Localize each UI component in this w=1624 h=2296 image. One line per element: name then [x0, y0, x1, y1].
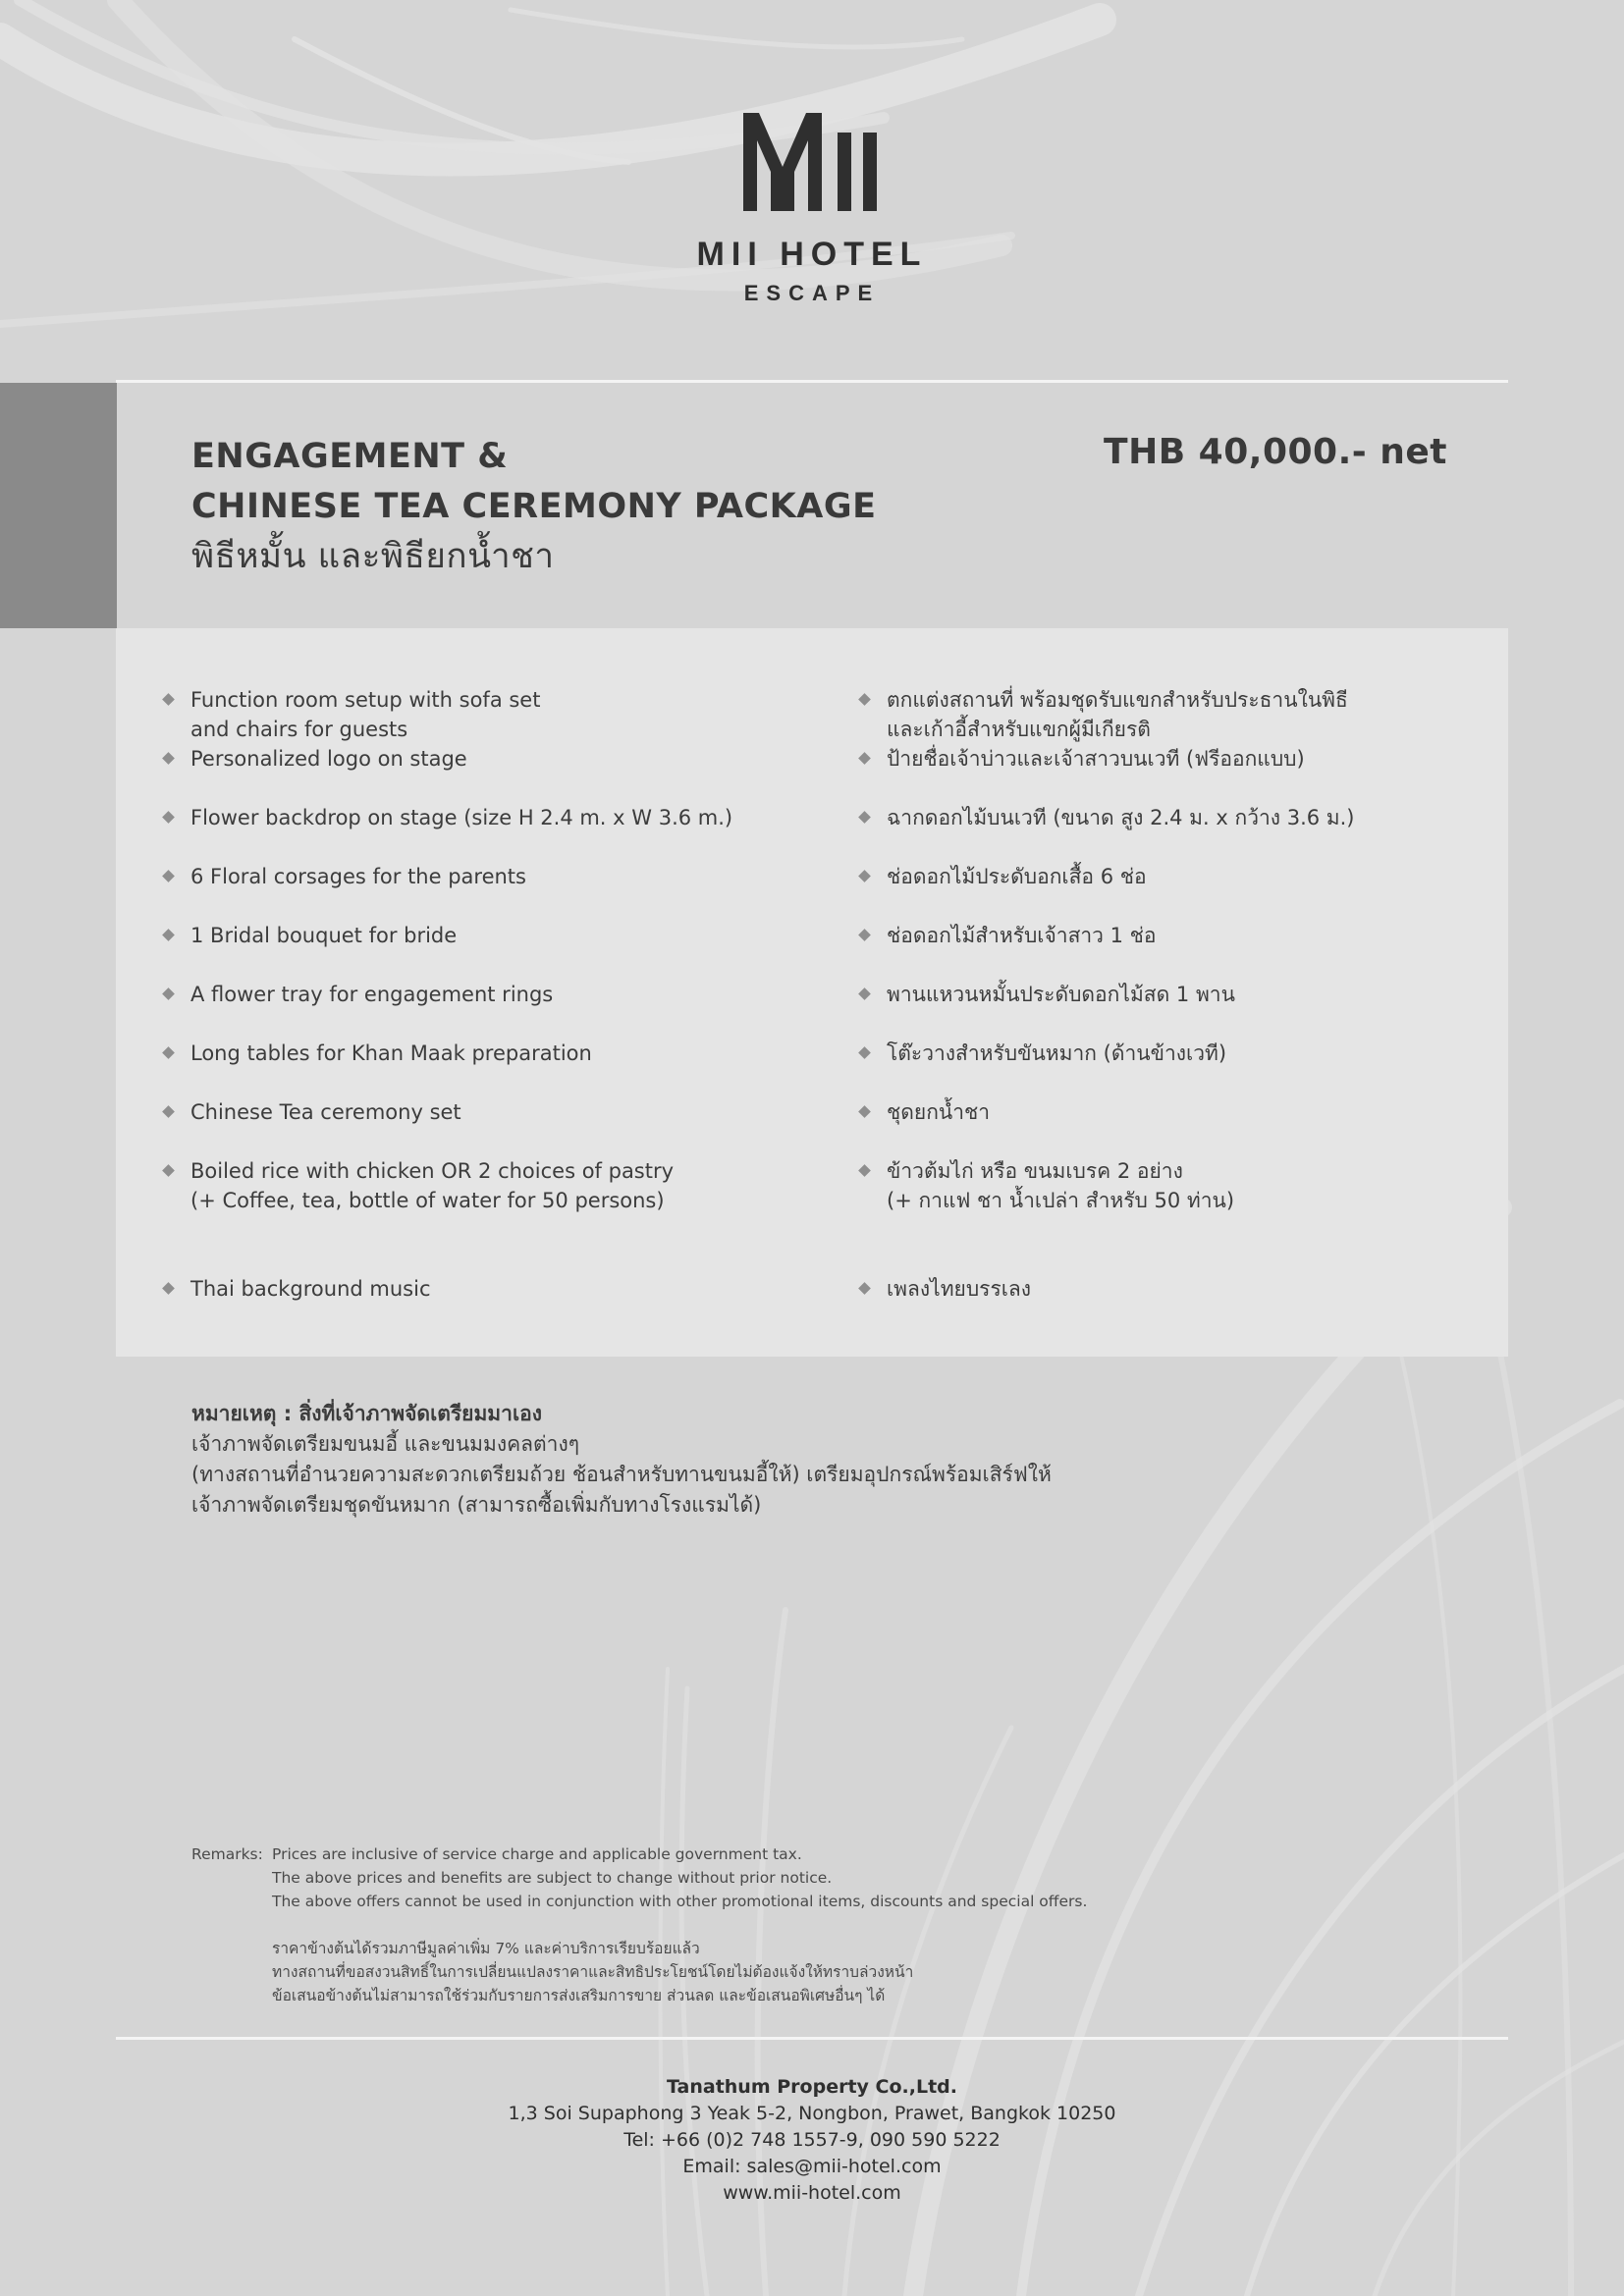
package-title-line2: CHINESE TEA CEREMONY PACKAGE: [191, 487, 877, 526]
remark-line-th: ราคาข้างต้นได้รวมภาษีมูลค่าเพิ่ม 7% และค่าบริการเรียบร้อยแล้ว: [272, 1940, 700, 1957]
footer-company: Tanathum Property Co.,Ltd.: [667, 2076, 957, 2098]
remark-line-en: The above prices and benefits are subject to change without prior notice.: [272, 1869, 833, 1887]
list-item-line: และเก้าอี้สำหรับแขกผู้มีเกียรติ: [887, 718, 1151, 741]
package-title: [191, 432, 876, 582]
list-item-text: [887, 1156, 1234, 1215]
list-item-line: ฉากดอกไม้บนเวที (ขนาด สูง 2.4 ม. x กว้าง 3.6 ม.): [887, 806, 1355, 829]
note-line: (ทางสถานที่อำนวยความสะดวกเตรียมถ้วย ช้อนสำหรับทานขนมอี้ให้) เตรียมอุปกรณ์พร้อมเสิร์ฟให้: [191, 1463, 1052, 1486]
list-item-text: [887, 744, 1305, 774]
top-divider: [116, 380, 1508, 383]
list-item-line: ช่อดอกไม้ประดับอกเสื้อ 6 ช่อ: [887, 865, 1147, 888]
list-item-line: เพลงไทยบรรเลง: [887, 1277, 1032, 1301]
remark-line-th: ข้อเสนอข้างต้นไม่สามารถใช้ร่วมกับรายการส่งเสริมการขาย ส่วนลด และข้อเสนอพิเศษอื่นๆ ได้: [272, 1987, 886, 2004]
list-item-line: 6 Floral corsages for the parents: [190, 865, 526, 888]
list-item-line: ข้าวต้มไก่ หรือ ขนมเบรค 2 อย่าง: [887, 1159, 1183, 1183]
list-item-text: [190, 803, 732, 832]
list-item-text: [887, 1039, 1226, 1068]
list-item-text: [190, 921, 457, 950]
list-item-line: พานแหวนหมั้นประดับดอกไม้สด 1 พาน: [887, 983, 1235, 1006]
list-item-text: [887, 980, 1235, 1009]
list-item-line: ช่อดอกไม้สำหรับเจ้าสาว 1 ช่อ: [887, 924, 1157, 947]
list-item-text: [887, 1274, 1031, 1304]
note-line: เจ้าภาพจัดเตรียมชุดขันหมาก (สามารถซื้อเพิ่มกับทางโรงแรมได้): [191, 1493, 762, 1517]
list-item-text: [190, 1039, 592, 1068]
list-item-line: (+ กาแฟ ชา น้ำเปล่า สำหรับ 50 ท่าน): [887, 1189, 1235, 1212]
list-item-text: [887, 862, 1147, 891]
list-item-line: Long tables for Khan Maak preparation: [190, 1041, 592, 1065]
list-item-line: Boiled rice with chicken OR 2 choices of pastry: [190, 1159, 675, 1183]
brand-subtitle: ESCAPE: [743, 281, 881, 305]
list-item-text: [190, 980, 553, 1009]
list-item-text: [190, 1274, 430, 1304]
list-item-line: Personalized logo on stage: [190, 747, 467, 771]
list-item-text: [887, 1097, 990, 1127]
package-title-line1: ENGAGEMENT &: [191, 437, 509, 476]
list-item-line: Function room setup with sofa set: [190, 688, 541, 712]
footer-contact: [419, 2074, 1205, 2207]
list-item-line: Chinese Tea ceremony set: [190, 1100, 461, 1124]
list-item-line: and chairs for guests: [190, 718, 408, 741]
remark-line-en: Prices are inclusive of service charge and applicable government tax.: [272, 1845, 802, 1863]
note-line: เจ้าภาพจัดเตรียมขนมอี้ และขนมมงคลต่างๆ: [191, 1432, 579, 1456]
footer-tel: Tel: +66 (0)2 748 1557-9, 090 590 5222: [623, 2129, 1001, 2151]
package-title-thai: พิธีหมั้น และพิธียกน้ำชา: [191, 537, 555, 576]
list-item-line: Flower backdrop on stage (size H 2.4 m. x W 3.6 m.): [190, 806, 733, 829]
list-item-text: [190, 1156, 674, 1215]
list-item-line: Thai background music: [190, 1277, 431, 1301]
list-item-line: (+ Coffee, tea, bottle of water for 50 persons): [190, 1189, 665, 1212]
remarks-label: Remarks:: [191, 1845, 263, 1863]
mii-monogram-logo-icon: [743, 113, 881, 211]
footer-address: 1,3 Soi Supaphong 3 Yeak 5-2, Nongbon, Prawet, Bangkok 10250: [508, 2103, 1116, 2124]
list-item-line: A flower tray for engagement rings: [190, 983, 554, 1006]
list-item-line: ชุดยกน้ำชา: [887, 1100, 991, 1124]
list-item-text: [190, 744, 467, 774]
list-item-text: [190, 685, 540, 744]
package-price: THB 40,000.- net: [1104, 432, 1447, 472]
list-item-line: โต๊ะวางสำหรับขันหมาก (ด้านข้างเวที): [887, 1041, 1227, 1065]
bottom-divider: [116, 2037, 1508, 2040]
list-item-text: [887, 803, 1355, 832]
host-note: [191, 1399, 1052, 1521]
footer-website-link[interactable]: www.mii-hotel.com: [723, 2182, 901, 2204]
remarks-lines: [272, 1842, 1087, 2007]
note-title: หมายเหตุ : สิ่งที่เจ้าภาพจัดเตรียมมาเอง: [191, 1402, 542, 1425]
remark-line-en: The above offers cannot be used in conjunction with other promotional items, discounts and special offers.: [272, 1893, 1088, 1910]
brand-name: MII HOTEL: [696, 236, 928, 273]
list-item-text: [887, 685, 1348, 744]
remarks-spacer: [272, 1913, 1087, 1937]
side-accent-block: [0, 383, 117, 628]
remark-line-th: ทางสถานที่ขอสงวนสิทธิ์ในการเปลี่ยนแปลงราคาและสิทธิประโยชน์โดยไม่ต้องแจ้งให้ทราบล่วงหน้า: [272, 1963, 914, 1981]
list-item-line: ตกแต่งสถานที่ พร้อมชุดรับแขกสำหรับประธานในพิธี: [887, 688, 1348, 712]
list-item-line: 1 Bridal bouquet for bride: [190, 924, 458, 947]
list-item-text: [190, 1097, 461, 1127]
list-item-text: [887, 921, 1157, 950]
footer-email-link[interactable]: Email: sales@mii-hotel.com: [682, 2156, 942, 2177]
list-item-text: [190, 862, 526, 891]
list-item-line: ป้ายชื่อเจ้าบ่าวและเจ้าสาวบนเวที (ฟรีออกแบบ): [887, 747, 1305, 771]
